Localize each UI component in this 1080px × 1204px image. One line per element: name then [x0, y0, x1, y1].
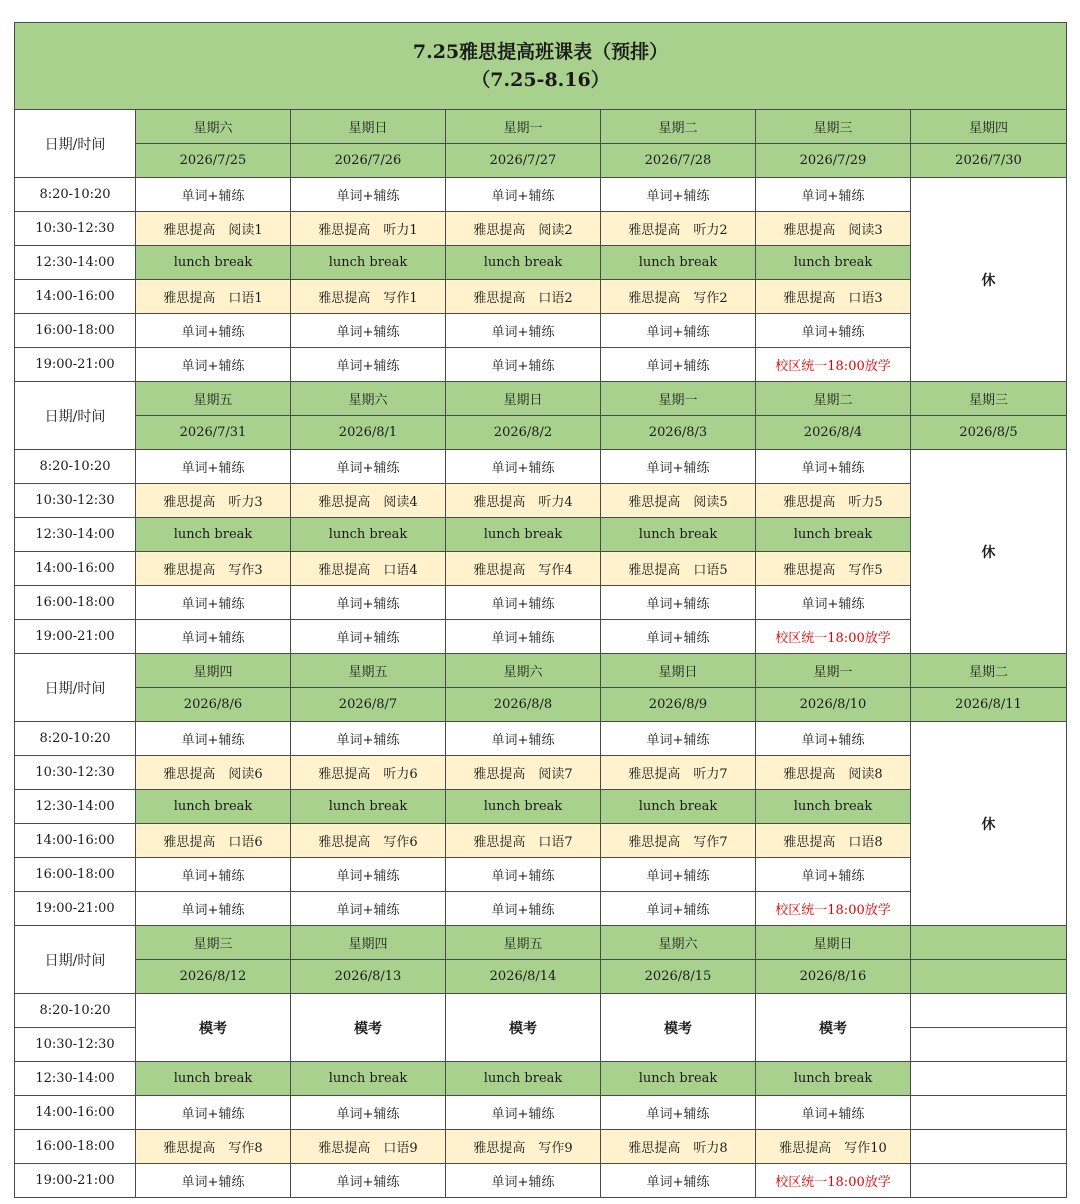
weekday-header: 星期四 — [911, 110, 1067, 144]
time-slot-row — [15, 858, 1067, 892]
empty-cell — [911, 994, 1067, 1028]
schedule-cell: 单词+辅练 — [291, 348, 446, 382]
weekday-row — [15, 926, 1067, 960]
schedule-cell: 雅思提高 写作4 — [446, 552, 601, 586]
schedule-cell: 单词+辅练 — [446, 450, 601, 484]
date-header: 2026/7/25 — [136, 144, 291, 178]
schedule-cell: 雅思提高 口语9 — [291, 1130, 446, 1164]
time-slot-row — [15, 1062, 1067, 1096]
schedule-cell: lunch break — [446, 790, 601, 824]
time-slot-row — [15, 586, 1067, 620]
schedule-cell: 单词+辅练 — [136, 450, 291, 484]
schedule-cell: 单词+辅练 — [756, 450, 911, 484]
schedule-cell: 雅思提高 口语2 — [446, 280, 601, 314]
weekday-header: 星期一 — [601, 382, 756, 416]
schedule-cell: 雅思提高 写作2 — [601, 280, 756, 314]
schedule-cell: 单词+辅练 — [291, 892, 446, 926]
time-slot-row — [15, 994, 1067, 1028]
weekday-header: 星期二 — [911, 654, 1067, 688]
schedule-cell: 雅思提高 口语4 — [291, 552, 446, 586]
time-slot: 19:00-21:00 — [15, 892, 136, 926]
title-line-2: （7.25-8.16） — [471, 69, 610, 91]
schedule-cell: 校区统一18:00放学 — [756, 892, 911, 926]
time-slot: 14:00-16:00 — [15, 280, 136, 314]
schedule-cell: 雅思提高 听力2 — [601, 212, 756, 246]
schedule-cell: 单词+辅练 — [601, 586, 756, 620]
mock-exam-cell: 模考 — [601, 994, 756, 1062]
schedule-cell: 单词+辅练 — [601, 892, 756, 926]
date-header: 2026/7/31 — [136, 416, 291, 450]
date-header: 2026/8/8 — [446, 688, 601, 722]
schedule-cell: 单词+辅练 — [446, 892, 601, 926]
time-slot-row — [15, 892, 1067, 926]
schedule-cell: lunch break — [136, 518, 291, 552]
date-header: 2026/8/7 — [291, 688, 446, 722]
schedule-cell: 单词+辅练 — [446, 722, 601, 756]
empty-cell — [911, 1062, 1067, 1096]
date-row — [15, 144, 1067, 178]
schedule-cell: lunch break — [291, 518, 446, 552]
schedule-cell: 雅思提高 口语6 — [136, 824, 291, 858]
schedule-cell: lunch break — [136, 1062, 291, 1096]
schedule-cell: 雅思提高 阅读8 — [756, 756, 911, 790]
schedule-cell: lunch break — [756, 1062, 911, 1096]
time-slot: 12:30-14:00 — [15, 246, 136, 280]
date-header: 2026/8/15 — [601, 960, 756, 994]
schedule-cell: lunch break — [756, 246, 911, 280]
time-slot-row — [15, 246, 1067, 280]
date-time-label: 日期/时间 — [15, 110, 136, 178]
weekday-header: 星期六 — [136, 110, 291, 144]
weekday-header: 星期四 — [291, 926, 446, 960]
time-slot-row — [15, 722, 1067, 756]
schedule-cell: 雅思提高 阅读5 — [601, 484, 756, 518]
schedule-cell: 单词+辅练 — [446, 858, 601, 892]
time-slot: 12:30-14:00 — [15, 790, 136, 824]
time-slot: 12:30-14:00 — [15, 518, 136, 552]
schedule-cell: 雅思提高 听力5 — [756, 484, 911, 518]
time-slot: 10:30-12:30 — [15, 212, 136, 246]
date-header: 2026/8/10 — [756, 688, 911, 722]
time-slot: 12:30-14:00 — [15, 1062, 136, 1096]
date-header: 2026/7/28 — [601, 144, 756, 178]
schedule-cell: 雅思提高 口语3 — [756, 280, 911, 314]
schedule-cell: 单词+辅练 — [446, 314, 601, 348]
time-slot-row — [15, 348, 1067, 382]
time-slot: 19:00-21:00 — [15, 348, 136, 382]
time-slot: 8:20-10:20 — [15, 722, 136, 756]
date-time-label: 日期/时间 — [15, 654, 136, 722]
time-slot: 8:20-10:20 — [15, 178, 136, 212]
schedule-cell: 单词+辅练 — [446, 586, 601, 620]
schedule-cell: 雅思提高 听力8 — [601, 1130, 756, 1164]
time-slot: 16:00-18:00 — [15, 858, 136, 892]
schedule-cell: 单词+辅练 — [291, 178, 446, 212]
time-slot-row — [15, 1164, 1067, 1198]
schedule-cell: 单词+辅练 — [756, 722, 911, 756]
schedule-cell: 单词+辅练 — [136, 314, 291, 348]
weekday-header: 星期二 — [756, 382, 911, 416]
empty-cell — [911, 1130, 1067, 1164]
schedule-cell: 雅思提高 听力3 — [136, 484, 291, 518]
date-header: 2026/8/9 — [601, 688, 756, 722]
schedule-cell: lunch break — [601, 1062, 756, 1096]
schedule-cell: 雅思提高 写作1 — [291, 280, 446, 314]
schedule-cell: lunch break — [446, 246, 601, 280]
schedule-cell: 单词+辅练 — [601, 858, 756, 892]
date-header: 2026/7/29 — [756, 144, 911, 178]
schedule-cell: 单词+辅练 — [136, 586, 291, 620]
schedule-cell: 单词+辅练 — [136, 1164, 291, 1198]
weekday-header: 星期三 — [136, 926, 291, 960]
empty-cell — [911, 1028, 1067, 1062]
weekday-header: 星期四 — [136, 654, 291, 688]
weekday-header: 星期日 — [601, 654, 756, 688]
date-header: 2026/8/11 — [911, 688, 1067, 722]
time-slot-row — [15, 212, 1067, 246]
date-header: 2026/8/2 — [446, 416, 601, 450]
time-slot-row — [15, 1096, 1067, 1130]
time-slot-row — [15, 620, 1067, 654]
schedule-cell: 单词+辅练 — [601, 450, 756, 484]
schedule-cell: 单词+辅练 — [136, 348, 291, 382]
schedule-cell: 单词+辅练 — [601, 620, 756, 654]
title-row — [15, 23, 1067, 110]
weekday-header: 星期二 — [601, 110, 756, 144]
schedule-cell: 单词+辅练 — [136, 892, 291, 926]
time-slot-row — [15, 450, 1067, 484]
schedule-cell: 单词+辅练 — [291, 858, 446, 892]
schedule-cell: 雅思提高 听力4 — [446, 484, 601, 518]
schedule-title — [15, 23, 1067, 110]
schedule-cell: lunch break — [446, 518, 601, 552]
mock-exam-cell: 模考 — [136, 994, 291, 1062]
time-slot-row — [15, 518, 1067, 552]
schedule-cell: 单词+辅练 — [136, 722, 291, 756]
weekday-header — [911, 926, 1067, 960]
time-slot-row — [15, 280, 1067, 314]
date-header: 2026/8/4 — [756, 416, 911, 450]
time-slot-row — [15, 314, 1067, 348]
date-header: 2026/8/6 — [136, 688, 291, 722]
schedule-cell: 单词+辅练 — [136, 620, 291, 654]
schedule-cell: 单词+辅练 — [601, 348, 756, 382]
schedule-cell: 雅思提高 口语8 — [756, 824, 911, 858]
schedule-cell: 雅思提高 阅读6 — [136, 756, 291, 790]
schedule-cell: 单词+辅练 — [291, 450, 446, 484]
weekday-header: 星期五 — [291, 654, 446, 688]
weekday-header: 星期六 — [291, 382, 446, 416]
time-slot-row — [15, 790, 1067, 824]
time-slot: 19:00-21:00 — [15, 1164, 136, 1198]
date-header: 2026/7/27 — [446, 144, 601, 178]
date-header: 2026/8/13 — [291, 960, 446, 994]
schedule-cell: 雅思提高 口语5 — [601, 552, 756, 586]
schedule-cell: 单词+辅练 — [291, 1164, 446, 1198]
weekday-header: 星期日 — [446, 382, 601, 416]
schedule-cell: 单词+辅练 — [291, 314, 446, 348]
schedule-cell: lunch break — [756, 518, 911, 552]
weekday-header: 星期一 — [446, 110, 601, 144]
time-slot: 14:00-16:00 — [15, 1096, 136, 1130]
schedule-cell: 单词+辅练 — [601, 1096, 756, 1130]
weekday-header: 星期三 — [756, 110, 911, 144]
mock-exam-cell: 模考 — [446, 994, 601, 1062]
date-header: 2026/8/12 — [136, 960, 291, 994]
time-slot: 10:30-12:30 — [15, 1028, 136, 1062]
weekday-header: 星期六 — [601, 926, 756, 960]
schedule-cell: 单词+辅练 — [136, 178, 291, 212]
weekday-header: 星期日 — [756, 926, 911, 960]
schedule-cell: 单词+辅练 — [446, 1164, 601, 1198]
schedule-cell: lunch break — [136, 790, 291, 824]
schedule-cell: 单词+辅练 — [601, 722, 756, 756]
schedule-cell: 单词+辅练 — [136, 1096, 291, 1130]
date-row — [15, 688, 1067, 722]
time-slot: 10:30-12:30 — [15, 484, 136, 518]
schedule-cell: 校区统一18:00放学 — [756, 620, 911, 654]
time-slot-row — [15, 756, 1067, 790]
rest-day-cell: 休 — [911, 450, 1067, 654]
time-slot: 16:00-18:00 — [15, 314, 136, 348]
time-slot: 8:20-10:20 — [15, 450, 136, 484]
schedule-cell: 雅思提高 听力1 — [291, 212, 446, 246]
schedule-cell: 雅思提高 口语7 — [446, 824, 601, 858]
weekday-header: 星期日 — [291, 110, 446, 144]
date-row — [15, 416, 1067, 450]
time-slot: 16:00-18:00 — [15, 586, 136, 620]
schedule-cell: 雅思提高 口语1 — [136, 280, 291, 314]
date-row — [15, 960, 1067, 994]
date-time-label: 日期/时间 — [15, 926, 136, 994]
time-slot: 14:00-16:00 — [15, 824, 136, 858]
weekday-header: 星期一 — [756, 654, 911, 688]
date-header — [911, 960, 1067, 994]
time-slot-row — [15, 552, 1067, 586]
schedule-cell: 单词+辅练 — [291, 722, 446, 756]
schedule-cell: 雅思提高 阅读4 — [291, 484, 446, 518]
schedule-cell: 雅思提高 写作3 — [136, 552, 291, 586]
schedule-cell: 校区统一18:00放学 — [756, 348, 911, 382]
title-line-1: 7.25雅思提高班课表（预排） — [412, 41, 669, 63]
schedule-cell: 单词+辅练 — [446, 348, 601, 382]
schedule-cell: 雅思提高 阅读1 — [136, 212, 291, 246]
schedule-cell: lunch break — [136, 246, 291, 280]
mock-exam-cell: 模考 — [291, 994, 446, 1062]
weekday-row — [15, 654, 1067, 688]
schedule-cell: 雅思提高 写作9 — [446, 1130, 601, 1164]
schedule-cell: lunch break — [291, 246, 446, 280]
schedule-cell: 单词+辅练 — [756, 178, 911, 212]
schedule-cell: 雅思提高 写作5 — [756, 552, 911, 586]
schedule-cell: 单词+辅练 — [446, 620, 601, 654]
schedule-cell: lunch break — [756, 790, 911, 824]
time-slot-row — [15, 824, 1067, 858]
date-header: 2026/8/5 — [911, 416, 1067, 450]
schedule-cell: 雅思提高 听力6 — [291, 756, 446, 790]
schedule-cell: lunch break — [601, 246, 756, 280]
weekday-header: 星期五 — [446, 926, 601, 960]
time-slot: 8:20-10:20 — [15, 994, 136, 1028]
time-slot: 14:00-16:00 — [15, 552, 136, 586]
empty-cell — [911, 1164, 1067, 1198]
schedule-cell: 雅思提高 阅读2 — [446, 212, 601, 246]
time-slot-row — [15, 484, 1067, 518]
date-time-label: 日期/时间 — [15, 382, 136, 450]
schedule-cell: 雅思提高 阅读7 — [446, 756, 601, 790]
schedule-cell: 单词+辅练 — [291, 1096, 446, 1130]
rest-day-cell: 休 — [911, 178, 1067, 382]
weekday-header: 星期五 — [136, 382, 291, 416]
schedule-cell: 单词+辅练 — [601, 178, 756, 212]
schedule-cell: 单词+辅练 — [756, 586, 911, 620]
schedule-cell: lunch break — [601, 518, 756, 552]
schedule-cell: lunch break — [601, 790, 756, 824]
schedule-table — [14, 22, 1067, 1198]
date-header: 2026/8/16 — [756, 960, 911, 994]
schedule-cell: 雅思提高 听力7 — [601, 756, 756, 790]
schedule-cell: 单词+辅练 — [756, 1096, 911, 1130]
time-slot: 10:30-12:30 — [15, 756, 136, 790]
schedule-cell: 单词+辅练 — [291, 620, 446, 654]
schedule-cell: 雅思提高 阅读3 — [756, 212, 911, 246]
schedule-cell: 雅思提高 写作7 — [601, 824, 756, 858]
time-slot: 19:00-21:00 — [15, 620, 136, 654]
date-header: 2026/8/1 — [291, 416, 446, 450]
weekday-header: 星期六 — [446, 654, 601, 688]
weekday-header: 星期三 — [911, 382, 1067, 416]
schedule-cell: lunch break — [291, 790, 446, 824]
date-header: 2026/7/30 — [911, 144, 1067, 178]
schedule-cell: 单词+辅练 — [136, 858, 291, 892]
schedule-cell: 单词+辅练 — [756, 858, 911, 892]
time-slot: 16:00-18:00 — [15, 1130, 136, 1164]
rest-day-cell: 休 — [911, 722, 1067, 926]
schedule-cell: 单词+辅练 — [446, 178, 601, 212]
schedule-cell: 雅思提高 写作6 — [291, 824, 446, 858]
schedule-cell: 雅思提高 写作8 — [136, 1130, 291, 1164]
schedule-cell: 单词+辅练 — [446, 1096, 601, 1130]
schedule-cell: 单词+辅练 — [601, 1164, 756, 1198]
weekday-row — [15, 382, 1067, 416]
schedule-cell: 单词+辅练 — [756, 314, 911, 348]
mock-exam-cell: 模考 — [756, 994, 911, 1062]
schedule-cell: lunch break — [446, 1062, 601, 1096]
weekday-row — [15, 110, 1067, 144]
schedule-cell: 单词+辅练 — [291, 586, 446, 620]
schedule-cell: 单词+辅练 — [601, 314, 756, 348]
schedule-cell: 雅思提高 写作10 — [756, 1130, 911, 1164]
date-header: 2026/8/14 — [446, 960, 601, 994]
date-header: 2026/8/3 — [601, 416, 756, 450]
schedule-cell: 校区统一18:00放学 — [756, 1164, 911, 1198]
time-slot-row — [15, 1130, 1067, 1164]
date-header: 2026/7/26 — [291, 144, 446, 178]
schedule-cell: lunch break — [291, 1062, 446, 1096]
time-slot-row — [15, 178, 1067, 212]
empty-cell — [911, 1096, 1067, 1130]
